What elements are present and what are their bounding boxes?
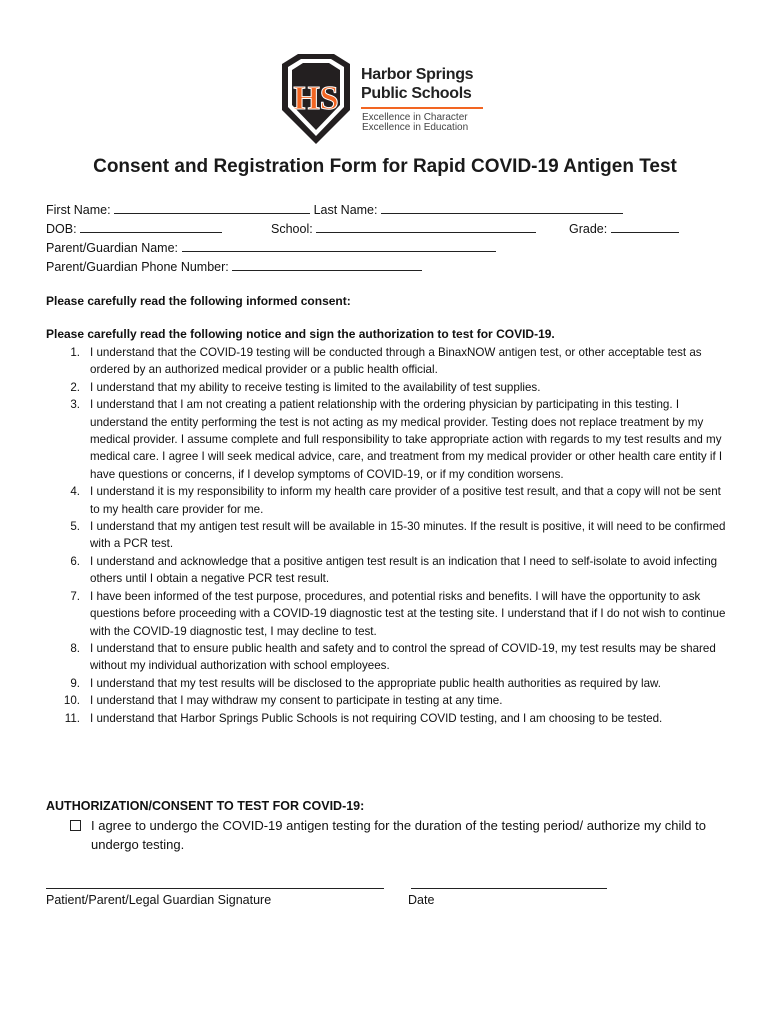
list-item: 7. I have been informed of the test purpose, procedures, and potential risks and benefits. I will have the opportunity to ask questions before proceeding with a COVID-19 diagnostic test at the testing site. I understand that if I do not wish to continue with the COVID-19 diagnostic test, I may decline to test.	[70, 589, 726, 638]
school-label: School:	[271, 222, 313, 236]
date-label: Date	[408, 893, 435, 907]
logo-name-line2: Public Schools	[361, 85, 472, 102]
first-name-field[interactable]	[114, 201, 310, 214]
guardian-phone-label: Parent/Guardian Phone Number:	[46, 260, 229, 274]
page-title: Consent and Registration Form for Rapid COVID-19 Antigen Test	[93, 156, 677, 177]
intro-notice: Please carefully read the following notice and sign the authorization to test for COVID-19.	[46, 327, 555, 341]
list-item: 8. I understand that to ensure public health and safety and to control the spread of COVID-19, my test results may be shared without my individual authorization with school employees.	[70, 641, 716, 673]
guardian-phone-row	[46, 258, 422, 274]
last-name-field[interactable]	[381, 201, 623, 214]
dob-field[interactable]	[80, 220, 222, 233]
dob-label: DOB:	[46, 222, 77, 236]
guardian-phone-field[interactable]	[232, 258, 422, 271]
list-item: 9. I understand that my test results will be disclosed to the appropriate public health authorities as required by law.	[70, 676, 661, 690]
first-name-row	[46, 201, 623, 217]
grade-label: Grade:	[569, 222, 608, 236]
grade-field[interactable]	[611, 220, 679, 233]
school-field[interactable]	[316, 220, 536, 233]
school-logo	[276, 52, 488, 146]
list-item: 1. I understand that the COVID-19 testing will be conducted through a BinaxNOW antigen test, or other acceptable test as ordered by an authorized medical provider or a public health official.	[70, 346, 702, 377]
list-item: 6. I understand and acknowledge that a positive antigen test result is an indication that I need to self-isolate to avoid infecting others until I obtain a negative PCR test result.	[70, 554, 718, 586]
intro-consent: Please carefully read the following informed consent:	[46, 294, 351, 308]
logo-name-line1: Harbor Springs	[361, 66, 474, 83]
consent-checkbox[interactable]	[70, 820, 81, 831]
guardian-name-field[interactable]	[182, 239, 496, 252]
logo-tagline-2: Excellence in Education	[362, 122, 469, 133]
guardian-name-row	[46, 239, 496, 255]
school-label-wrap	[271, 220, 536, 236]
grade-label-wrap	[569, 220, 679, 236]
guardian-name-label: Parent/Guardian Name:	[46, 241, 179, 255]
logo-divider	[361, 107, 483, 109]
signature-line[interactable]	[46, 888, 384, 889]
logo-tagline-1: Excellence in Character	[362, 112, 468, 123]
first-name-label: First Name:	[46, 203, 111, 217]
list-item: 10. I understand that I may withdraw my consent to participate in testing at any time.	[63, 694, 503, 708]
list-item: 4. I understand it is my responsibility to inform my health care provider of a positive test result, and that a copy will not be sent to my health care provider for me.	[70, 485, 721, 516]
hs-shield-icon	[276, 52, 356, 146]
signature-label: Patient/Parent/Legal Guardian Signature	[46, 893, 272, 907]
list-item: 11. I understand that Harbor Springs Public Schools is not requiring COVID testing, and I am choosing to be tested.	[64, 711, 663, 725]
last-name-label: Last Name:	[313, 203, 378, 217]
list-item: 5. I understand that my antigen test result will be available in 15-30 minutes. If the result is positive, it will need to be confirmed with a PCR test.	[70, 520, 726, 551]
authorization-heading: AUTHORIZATION/CONSENT TO TEST FOR COVID-19:	[46, 799, 365, 813]
consent-list	[46, 344, 726, 727]
date-line[interactable]	[411, 888, 607, 889]
dob-label-wrap	[46, 220, 222, 236]
list-item: 3. I understand that I am not creating a patient relationship with the ordering physician by participating in this testing. I understand the entity performing the test is not acting as my medical provider. Testing does not replace treatment by my medical provider. I assume complete and full responsibility to take appropriate action with regards to my test results and my medical care. I agree I will seek medical advice, care, and treatment from my medical provider or other health care entity if I have questions or concerns, if I develop symptoms of COVID-19, or if my condition worsens.	[70, 398, 723, 481]
consent-agree-text: I agree to undergo the COVID-19 antigen testing for the duration of the testing period/ authorize my child to undergo testing.	[91, 818, 706, 852]
logo-monogram: HS	[293, 80, 339, 117]
list-item: 2. I understand that my ability to receive testing is limited to the availability of test supplies.	[70, 380, 541, 394]
